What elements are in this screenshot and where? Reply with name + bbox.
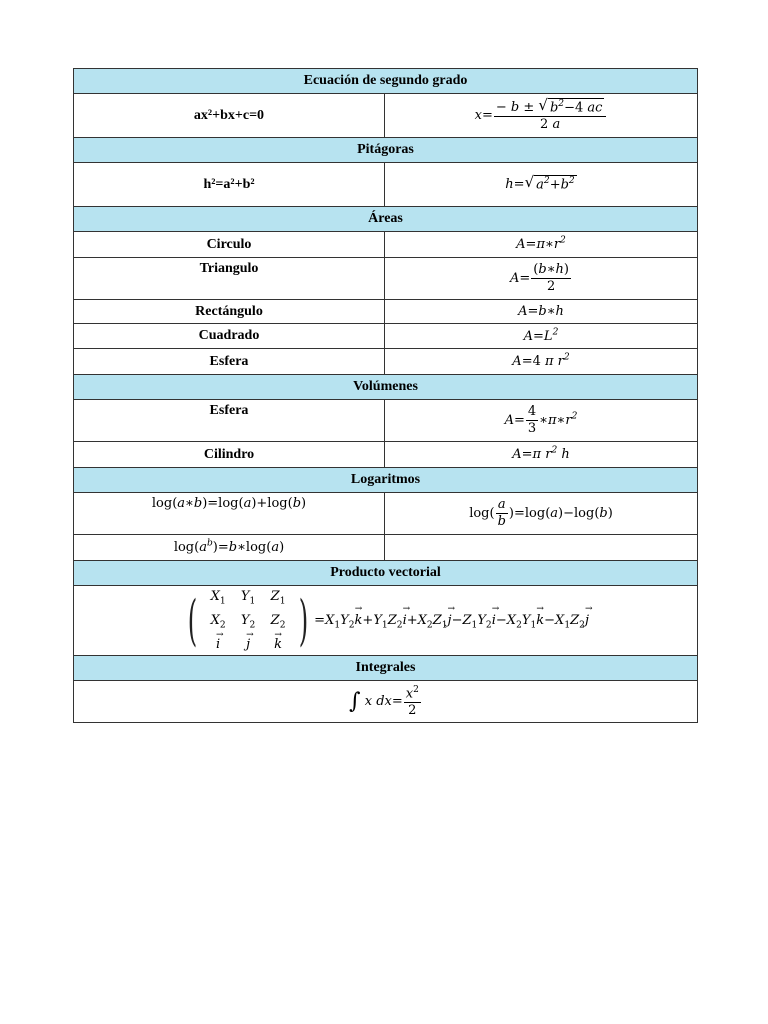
determinant-matrix: ( $X_1$ $Y_1$ $Z_1$ $X_2$ $Y_2$ $Z_2$ → i → j → k ) bbox=[182, 588, 314, 652]
area-formula-rectangle: A=b∗h bbox=[385, 300, 698, 324]
pythagoras-equation: h²=a²+b² bbox=[74, 163, 385, 207]
volume-formula-cylinder: A=π $r^2$ h bbox=[385, 442, 698, 468]
formula-table bbox=[73, 68, 698, 723]
area-label-triangle: Triangulo bbox=[74, 258, 385, 300]
quadratic-formula: x= − b ± √ $b^2-4$ ac 2 a bbox=[385, 94, 698, 138]
volume-formula-sphere: A= $\frac{4}{3}$ $∗\pi∗r^2$ bbox=[385, 400, 698, 442]
area-label-rectangle: Rectángulo bbox=[74, 300, 385, 324]
volume-label-sphere: Esfera bbox=[74, 400, 385, 442]
area-label-circle: Circulo bbox=[74, 232, 385, 258]
pythagoras-formula: h= √ $a^2+b^2$ bbox=[385, 163, 698, 207]
header-quadratic: Ecuación de segundo grado bbox=[74, 69, 698, 94]
header-volumes: Volúmenes bbox=[74, 375, 698, 400]
area-formula-square: $A=L^2$ bbox=[385, 324, 698, 349]
area-formula-sphere: A=4 π $r^2$ bbox=[385, 349, 698, 375]
header-pythagoras: Pitágoras bbox=[74, 138, 698, 163]
log-product-rule: log(a∗b)=log(a)+log(b) bbox=[74, 493, 385, 535]
area-formula-triangle: A= $\frac{(b∗h)}{2}$ bbox=[385, 258, 698, 300]
log-empty-cell bbox=[385, 535, 698, 561]
area-formula-circle: $A=\pi∗r^2$ bbox=[385, 232, 698, 258]
area-label-square: Cuadrado bbox=[74, 324, 385, 349]
header-areas: Áreas bbox=[74, 207, 698, 232]
header-integrals: Integrales bbox=[74, 656, 698, 681]
header-cross-product: Producto vectorial bbox=[74, 561, 698, 586]
volume-label-cylinder: Cilindro bbox=[74, 442, 385, 468]
integral-formula: ∫ x dx= $\frac{x^2}{2}$ bbox=[74, 681, 698, 723]
quadratic-equation: ax²+bx+c=0 bbox=[74, 94, 385, 138]
header-logarithms: Logaritmos bbox=[74, 468, 698, 493]
cross-product-formula: ( $X_1$ $Y_1$ $Z_1$ $X_2$ $Y_2$ $Z_2$ → i → j → k ) $=X_1Y_2\to k+Y_1Z_2\to i+X_2Z_1\to j-Z_1Y_2\to i-X_2Y_1\to k-X_1Z_2\to j$ bbox=[74, 586, 698, 656]
log-quotient-rule: log( $\frac{a}{b}$ )=log(a)−log(b) bbox=[385, 493, 698, 535]
area-label-sphere: Esfera bbox=[74, 349, 385, 375]
log-power-rule: $\log(a^b)=b∗\log(a)$ bbox=[74, 535, 385, 561]
